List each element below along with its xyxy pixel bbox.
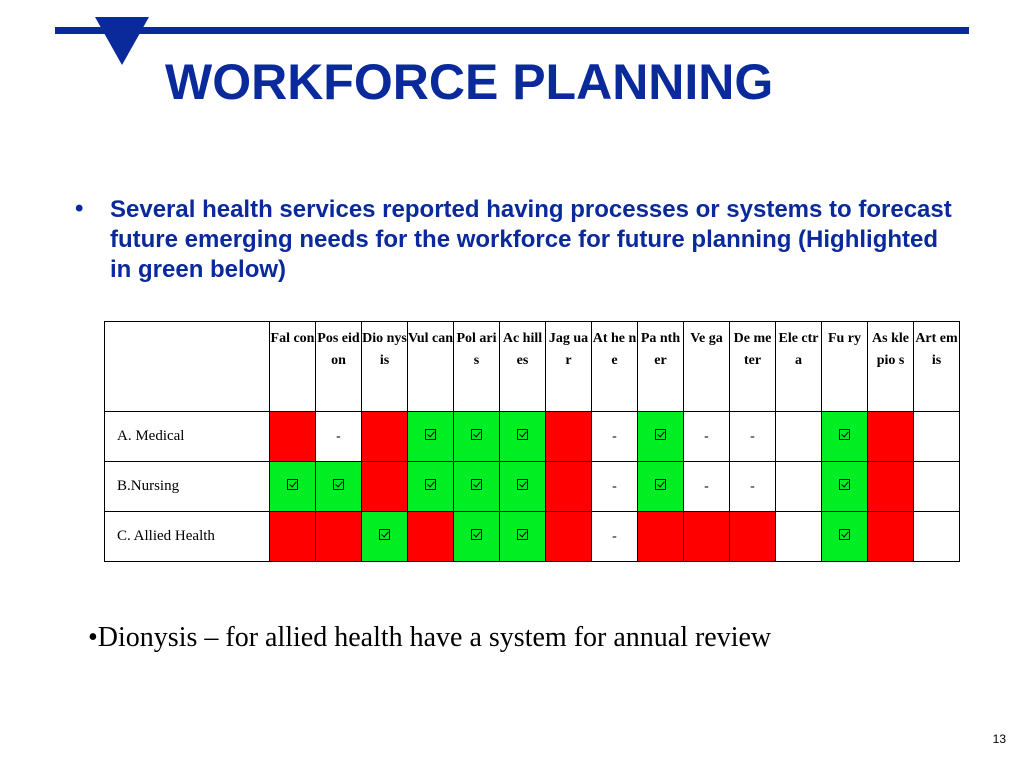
checkbox-checked-icon [379,529,390,540]
row-label: B.Nursing [105,462,270,512]
status-cell-red [546,412,592,462]
workforce-planning-table [104,321,960,562]
status-cell-green [454,462,500,512]
table-row [105,512,960,562]
status-cell-green [638,462,684,512]
dash-mark: - [750,478,755,494]
status-cell-blank [684,462,730,512]
checkbox-checked-icon [517,529,528,540]
checkbox-checked-icon [655,429,666,440]
column-header: De me ter [730,322,776,412]
column-header: Jag uar [546,322,592,412]
footnote: •Dionysis – for allied health have a system for annual review [88,622,772,653]
status-cell-red [270,412,316,462]
checkbox-checked-icon [471,529,482,540]
column-header: Art em is [914,322,960,412]
checkbox-checked-icon [287,479,298,490]
checkbox-checked-icon [425,479,436,490]
status-cell-red [684,512,730,562]
checkbox-checked-icon [425,429,436,440]
dash-mark: - [336,428,341,444]
table-row [105,412,960,462]
status-cell-blank [730,412,776,462]
status-cell-blank [914,462,960,512]
status-cell-green [362,512,408,562]
column-header: As kle pio s [868,322,914,412]
status-cell-red [546,512,592,562]
row-label: A. Medical [105,412,270,462]
status-cell-red [868,462,914,512]
checkbox-checked-icon [839,479,850,490]
column-header: Ele ctr a [776,322,822,412]
checkbox-checked-icon [517,429,528,440]
status-cell-blank [914,412,960,462]
status-cell-red [638,512,684,562]
status-cell-red [546,462,592,512]
status-cell-green [408,412,454,462]
status-cell-red [868,412,914,462]
dash-mark: - [750,428,755,444]
column-header: Pol ari s [454,322,500,412]
status-cell-green [316,462,362,512]
status-cell-green [454,412,500,462]
status-cell-blank [316,412,362,462]
status-cell-red [408,512,454,562]
checkbox-checked-icon [517,479,528,490]
bullet-dot-icon: • [75,195,84,222]
status-cell-blank [776,512,822,562]
row-label: C. Allied Health [105,512,270,562]
status-cell-red [362,462,408,512]
page-number: 13 [992,732,1006,746]
checkbox-checked-icon [839,529,850,540]
status-cell-blank [592,512,638,562]
dash-mark: - [612,478,617,494]
status-cell-green [270,462,316,512]
status-cell-red [730,512,776,562]
checkbox-checked-icon [839,429,850,440]
column-header: Pos eid on [316,322,362,412]
table-row [105,462,960,512]
status-cell-blank [914,512,960,562]
bullet-point [75,195,955,285]
checkbox-checked-icon [333,479,344,490]
status-cell-green [822,512,868,562]
status-cell-green [500,412,546,462]
dash-mark: - [704,478,709,494]
column-header: Dio nys is [362,322,408,412]
status-cell-blank [592,462,638,512]
status-cell-red [362,412,408,462]
status-cell-blank [684,412,730,462]
dash-mark: - [612,528,617,544]
checkbox-checked-icon [471,429,482,440]
status-cell-blank [776,462,822,512]
status-cell-green [822,412,868,462]
dash-mark: - [704,428,709,444]
triangle-marker-icon [95,17,149,65]
checkbox-checked-icon [655,479,666,490]
checkbox-checked-icon [471,479,482,490]
status-cell-red [270,512,316,562]
dash-mark: - [612,428,617,444]
column-header: At he ne [592,322,638,412]
table-corner-cell [105,322,270,412]
column-header: Ac hill es [500,322,546,412]
column-header: Vul can [408,322,454,412]
status-cell-red [868,512,914,562]
column-header: Pa nth er [638,322,684,412]
bullet-text: Several health services reported having processes or systems to forecast future emerging needs for the workforce for future planning (Highlighted in green below) [110,196,952,283]
status-cell-green [408,462,454,512]
column-header: Fal con [270,322,316,412]
column-header: Ve ga [684,322,730,412]
table-header-row [105,322,960,412]
title-rule [55,27,969,34]
status-cell-green [500,462,546,512]
status-cell-green [500,512,546,562]
status-cell-blank [730,462,776,512]
status-cell-green [454,512,500,562]
slide-title: WORKFORCE PLANNING [165,54,774,110]
status-cell-green [638,412,684,462]
status-cell-green [822,462,868,512]
status-cell-red [316,512,362,562]
column-header: Fu ry [822,322,868,412]
status-cell-blank [776,412,822,462]
status-cell-blank [592,412,638,462]
